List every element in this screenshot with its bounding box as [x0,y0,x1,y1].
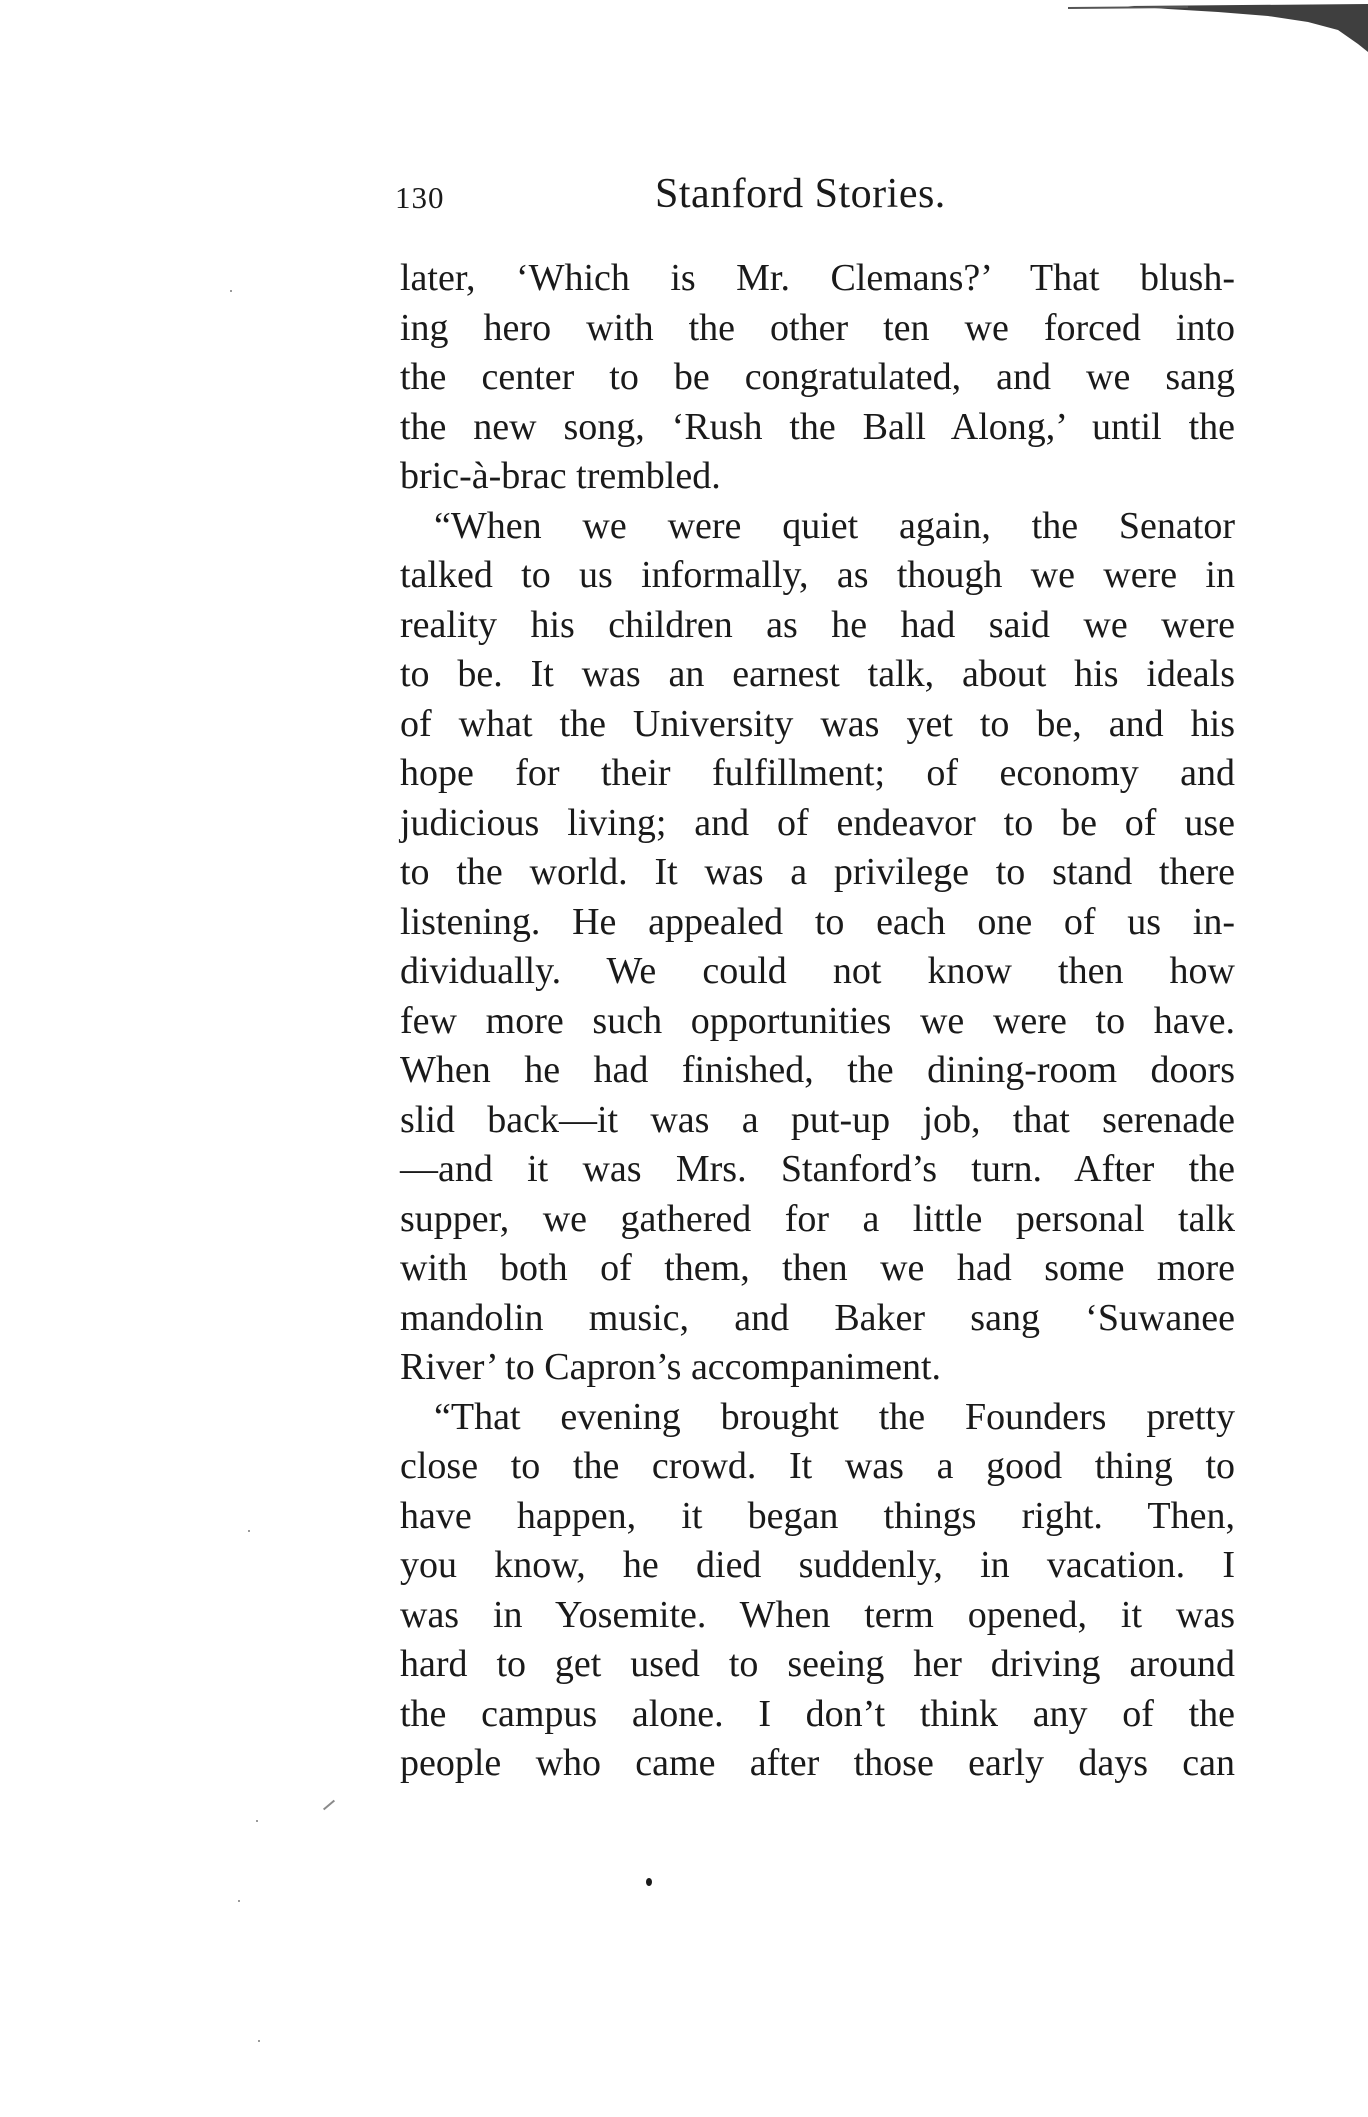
page-number: 130 [395,180,445,215]
text-line: slid back—it was a put-up job, that serenade [400,1098,1235,1141]
text-line: people who came after those early days can [400,1742,1235,1784]
text-line: of what the University was yet to be, and his [400,702,1235,745]
text-line: reality his children as he had said we were [400,603,1235,646]
text-line: to be. It was an earnest talk, about his ideals [400,653,1235,695]
text-line: talked to us informally, as though we were in [400,554,1235,596]
ink-speck [646,1878,652,1886]
text-line: close to the crowd. It was a good thing to [400,1445,1235,1487]
text-line: hard to get used to seeing her driving around [400,1643,1235,1685]
text-line: River’ to Capron’s accompaniment. [400,1346,941,1388]
running-title: Stanford Stories. [655,171,946,217]
paper-dust [238,1900,240,1902]
paragraph-start-line: “When we were quiet again, the Senator [434,504,1235,547]
body-text [400,254,1235,1789]
running-head [395,170,995,230]
text-line: —and it was Mrs. Stanford’s turn. After the [400,1148,1235,1190]
text-line: to the world. It was a privilege to stand there [400,851,1235,893]
paper-dust [230,290,232,292]
text-line: later, ‘Which is Mr. Clemans?’ That blush- [400,257,1235,299]
paper-dust [248,1530,250,1532]
text-line: supper, we gathered for a little personal talk [400,1197,1235,1240]
text-line: listening. He appealed to each one of us in- [400,900,1235,943]
page-edge-scan-mark [1068,0,1368,60]
text-line: the new song, ‘Rush the Ball Along,’ until the [400,405,1235,448]
text-line: have happen, it began things right. Then, [400,1494,1235,1537]
paper-dust [258,2040,260,2042]
text-line: you know, he died suddenly, in vacation. I [400,1544,1235,1586]
text-line: bric-à-brac trembled. [400,455,721,497]
paper-dust [256,1820,258,1822]
paper-scratch [323,1800,335,1811]
text-line: was in Yosemite. When term opened, it was [400,1593,1235,1636]
text-line: the center to be congratulated, and we sang [400,356,1235,398]
text-line: When he had finished, the dining-room doors [400,1049,1235,1091]
text-line: judicious living; and of endeavor to be of use [400,801,1235,844]
text-line: hope for their fulfillment; of economy and [400,752,1235,794]
text-line: with both of them, then we had some more [400,1247,1235,1289]
text-line: dividually. We could not know then how [400,950,1235,992]
text-line: ing hero with the other ten we forced into [400,306,1235,349]
paragraph-start-line: “That evening brought the Founders pretty [434,1395,1235,1438]
text-line: few more such opportunities we were to have. [400,999,1235,1042]
text-line: mandolin music, and Baker sang ‘Suwanee [400,1296,1235,1339]
text-line: the campus alone. I don’t think any of the [400,1692,1235,1735]
